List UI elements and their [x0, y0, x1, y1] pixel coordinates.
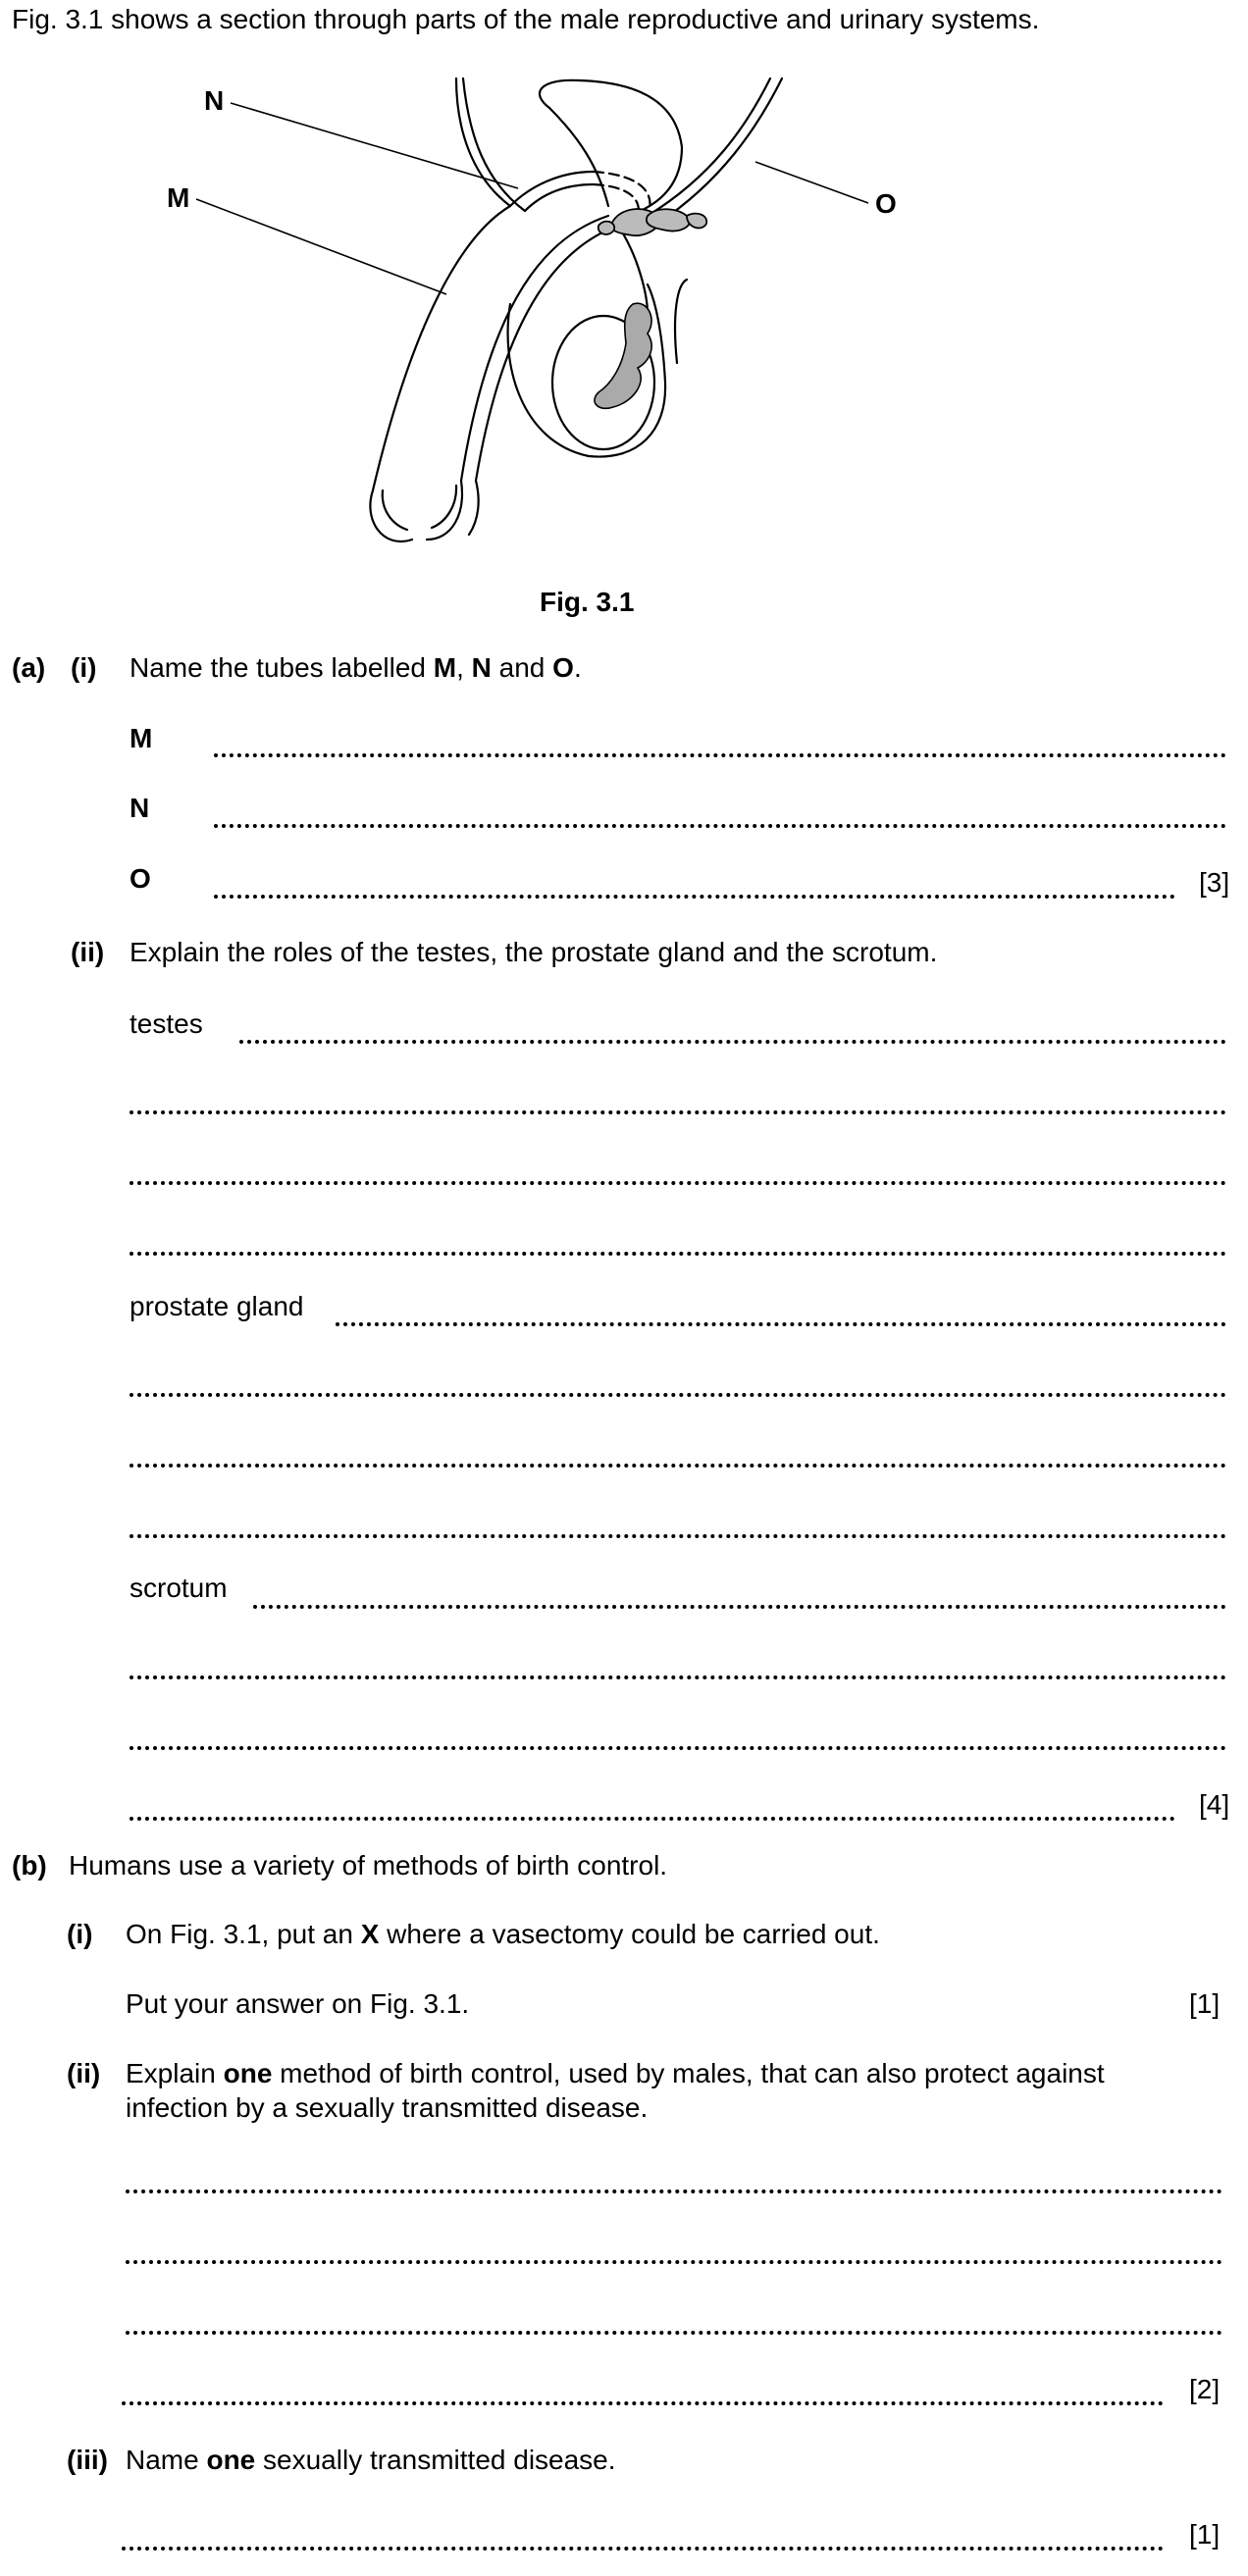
label-prostate: prostate gland: [130, 1291, 304, 1321]
figure-label-n: N: [204, 85, 225, 116]
part-b-ii-label: (ii): [67, 2058, 101, 2088]
answer-line-m[interactable]: [214, 753, 1226, 757]
marks-b-i: [1]: [1189, 1988, 1221, 2019]
answer-line-prostate-4[interactable]: [130, 1534, 1226, 1538]
answer-line-prostate-3[interactable]: [130, 1464, 1226, 1468]
answer-line-testes-3[interactable]: [130, 1181, 1226, 1185]
answer-line-b-ii-2[interactable]: [126, 2260, 1222, 2264]
answer-line-b-iii[interactable]: [122, 2547, 1164, 2550]
answer-line-b-ii-4[interactable]: [122, 2401, 1164, 2405]
label-scrotum: scrotum: [130, 1572, 228, 1603]
answer-line-scrotum-1[interactable]: [253, 1605, 1226, 1609]
part-a-i-question: Name the tubes labelled M, N and O.: [130, 652, 582, 683]
intro-text: Fig. 3.1 shows a section through parts of the male reproductive and urinary systems.: [12, 4, 1040, 34]
figure-label-m: M: [167, 182, 190, 213]
answer-line-testes-4[interactable]: [130, 1252, 1226, 1256]
answer-label-o: O: [130, 863, 151, 894]
answer-label-m: M: [130, 723, 153, 753]
answer-line-scrotum-3[interactable]: [130, 1746, 1226, 1750]
part-b-i-label: (i): [67, 1919, 93, 1949]
answer-line-testes-1[interactable]: [239, 1040, 1226, 1044]
figure-label-o: O: [875, 188, 897, 219]
part-b-i-question: On Fig. 3.1, put an X where a vasectomy could be carried out.: [126, 1919, 880, 1949]
part-b-i-instruction: Put your answer on Fig. 3.1.: [126, 1988, 470, 2019]
part-b-ii-question: Explain one method of birth control, used by males, that can also protect against: [126, 2058, 1105, 2088]
part-b-iii-question: Name one sexually transmitted disease.: [126, 2445, 616, 2475]
part-b-iii-label: (iii): [67, 2445, 108, 2475]
label-testes: testes: [130, 1008, 203, 1039]
answer-line-b-ii-3[interactable]: [126, 2331, 1222, 2335]
answer-line-prostate-2[interactable]: [130, 1393, 1226, 1397]
figure-caption: Fig. 3.1: [540, 587, 635, 617]
answer-line-scrotum-4[interactable]: [130, 1817, 1175, 1821]
marks-a-ii: [4]: [1199, 1789, 1230, 1820]
part-a-ii-label: (ii): [71, 937, 105, 967]
marks-b-ii: [2]: [1189, 2374, 1221, 2404]
answer-line-b-ii-1[interactable]: [126, 2190, 1222, 2193]
marks-b-iii: [1]: [1189, 2519, 1221, 2550]
part-a-label: (a): [12, 652, 46, 683]
part-a-i-label: (i): [71, 652, 97, 683]
part-b-label: (b): [12, 1850, 47, 1880]
marks-a-i: [3]: [1199, 867, 1230, 898]
answer-line-n[interactable]: [214, 824, 1226, 828]
answer-line-prostate-1[interactable]: [336, 1322, 1226, 1326]
answer-line-scrotum-2[interactable]: [130, 1675, 1226, 1679]
reproductive-system-figure: [167, 69, 942, 559]
part-b-intro: Humans use a variety of methods of birth control.: [69, 1850, 668, 1880]
part-b-ii-question-line2: infection by a sexually transmitted disease.: [126, 2092, 649, 2123]
part-a-ii-question: Explain the roles of the testes, the prostate gland and the scrotum.: [130, 937, 938, 967]
answer-line-o[interactable]: [214, 895, 1175, 899]
answer-label-n: N: [130, 793, 150, 823]
answer-line-testes-2[interactable]: [130, 1110, 1226, 1114]
